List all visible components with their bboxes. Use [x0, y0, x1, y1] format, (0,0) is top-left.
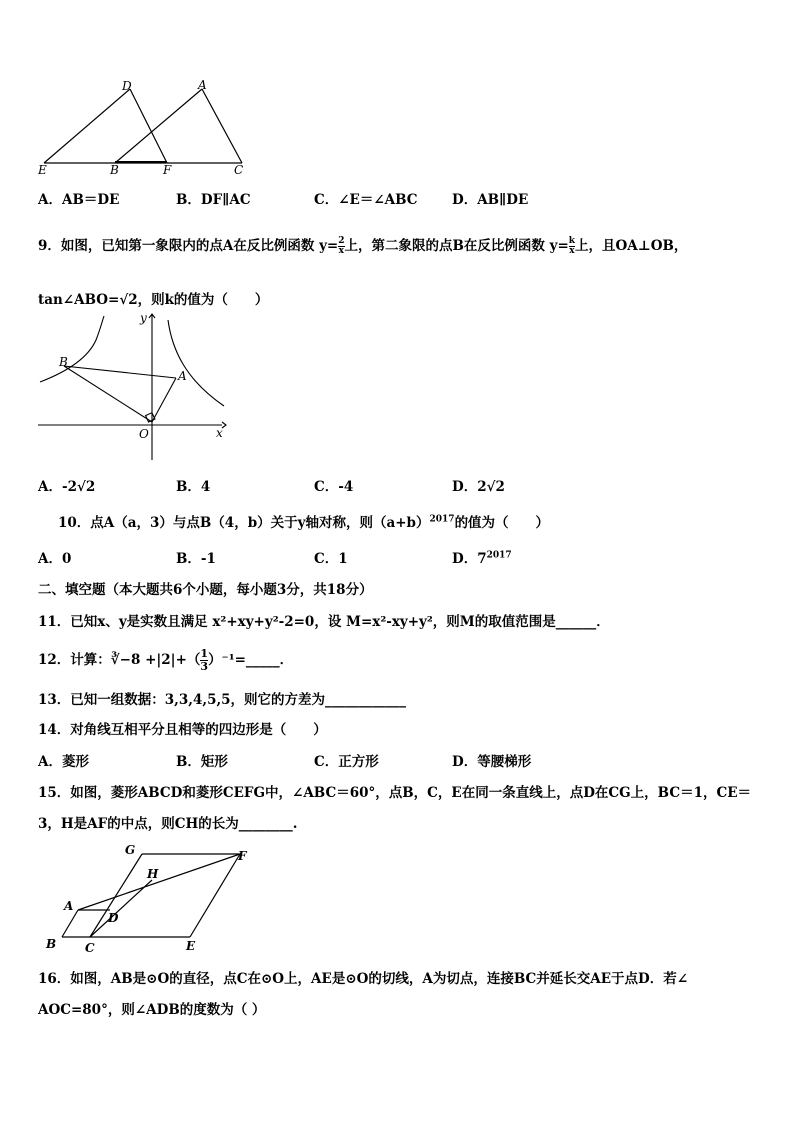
label-D: D — [108, 911, 119, 925]
label-A: A — [64, 899, 74, 913]
figure-q9 — [36, 310, 232, 466]
label-C: C — [85, 941, 95, 955]
q14-text: 14．对角线互相平分且相等的四边形是（ ） — [38, 722, 327, 738]
q16-line1: 16．如图，AB是⊙O的直径，点C在⊙O上，AE是⊙O的切线，A为切点，连接BC并延长交AE于点D．若∠ — [38, 971, 689, 987]
section-2-heading: 二、填空题（本大题共6个小题，每小题3分，共18分） — [38, 582, 373, 598]
label-F: F — [163, 163, 172, 177]
q8-option-a: A．AB＝DE — [38, 192, 120, 208]
q11-text: 11．已知x、y是实数且满足 x²+xy+y²-2=0，设 M=x²-xy+y²，则M的取值范围是______． — [38, 614, 610, 630]
q9-fraction: $\frac{2}{x}$ — [338, 236, 345, 256]
q9-option-a: A．-2√2 — [38, 479, 96, 495]
figure-q8 — [36, 76, 252, 180]
label-B: B — [46, 937, 57, 951]
q14-option-a: A．菱形 — [38, 754, 89, 770]
label-D: D — [122, 79, 132, 93]
q14-option-d: D．等腰梯形 — [452, 754, 532, 770]
q13-text: 13．已知一组数据：3,3,4,5,5，则它的方差为____________ — [38, 692, 407, 708]
point-B-label: B — [59, 355, 68, 369]
label-B: B — [110, 163, 119, 177]
q9-line1: 9．如图，已知第一象限内的点A在反比例函数 y= $\frac{2}{x}$ 上，第二象限的点B在反比例函数 y= $\frac{k}{x}$ 上，且OA⊥OB， — [38, 236, 688, 256]
q10-option-b: B．-1 — [176, 551, 216, 567]
q10-option-c: C．1 — [314, 551, 348, 567]
label-C: C — [234, 163, 244, 177]
q8-option-b: B．DF∥AC — [176, 192, 251, 208]
q16-line2: AOC=80°，则∠ADB的度数为（ ） — [38, 1002, 266, 1018]
q9-option-c: C．-4 — [314, 479, 354, 495]
q10-option-d: D．$7^{2017}$ — [452, 550, 512, 567]
q12-fraction: $\frac{1}{3}$ — [200, 647, 209, 673]
label-E: E — [38, 163, 47, 177]
q14-option-b: B．矩形 — [176, 754, 228, 770]
q9-line2: tan∠ABO=√2，则k的值为（ ） — [38, 292, 269, 308]
label-G: G — [125, 843, 136, 857]
origin-label: O — [139, 427, 149, 441]
q8-option-d: D．AB∥DE — [452, 192, 529, 208]
q9-function-k-over-x: y= $\frac{k}{x}$ — [544, 236, 576, 256]
q12-text: 12．计算：∛−8 +|2|+（ $\frac{1}{3}$ ）⁻¹=_____． — [38, 647, 294, 673]
figure-q15 — [40, 840, 270, 958]
axis-y-label: y — [140, 311, 147, 325]
q15-line2: 3，H是AF的中点，则CH的长为________. — [38, 816, 298, 832]
label-F: F — [238, 849, 247, 863]
point-A-label: A — [178, 369, 187, 383]
q10-option-a: A．0 — [38, 551, 72, 567]
q9-option-d: D．2√2 — [452, 479, 505, 495]
q14-option-c: C．正方形 — [314, 754, 379, 770]
label-A: A — [198, 78, 207, 92]
label-E: E — [186, 939, 196, 953]
label-H: H — [147, 867, 159, 881]
q8-option-c: C．∠E＝∠ABC — [314, 192, 418, 208]
q10-text: 10．点A（a，3）与点B（4，b）关于y轴对称，则$(a+b)^{2017}$的值为（ ） — [58, 514, 550, 531]
q9-option-b: B．4 — [176, 479, 211, 495]
axis-x-label: x — [216, 426, 223, 440]
q15-line1: 15．如图，菱形ABCD和菱形CEFG中，∠ABC＝60°，点B，C，E在同一条直线上，点D在CG上，BC＝1，CE＝ — [38, 785, 752, 801]
